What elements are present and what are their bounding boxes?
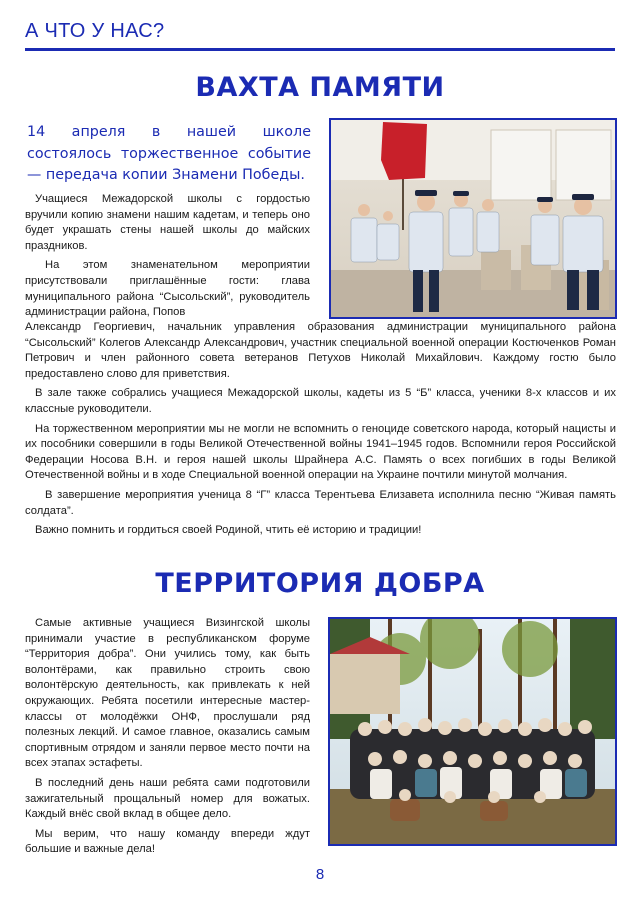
article-title-territory-of-good: ТЕРРИТОРИЯ ДОБРА <box>155 568 485 599</box>
cadets-parade-photo <box>329 118 617 319</box>
cadets-parade-image <box>331 120 615 317</box>
volunteers-group-image <box>330 619 615 844</box>
article1-paragraph-6: Важно помнить и гордиться своей Родиной, чтить её историю и традиции! <box>35 524 422 537</box>
article-title-memory-watch: ВАХТА ПАМЯТИ <box>195 72 445 103</box>
article-lead: 14 апреля в нашей школе состоялось торжественное событие — передача копии Знамени Победы. <box>27 124 311 183</box>
article1-left-column <box>25 192 310 321</box>
article1-paragraph-1: Учащиеся Межадорской школы с гордостью вручили копию знамени нашим кадетам, и теперь оно будет украшать стены нашей школы до майских праздников. <box>25 193 310 252</box>
article2-paragraph-2: В последний день наши ребята сами подготовили зажигательный прощальный номер для вожатых. Каждый внёс свой вклад в общее дело. <box>25 776 310 821</box>
article1-paragraph-2: На этом знаменательном мероприятии присутствовали приглашённые гости: глава муниципального района “Сысольский”, руководитель администрации района, Попов <box>25 259 310 319</box>
section-header: А ЧТО У НАС? <box>25 20 165 42</box>
header-divider <box>25 48 615 51</box>
article2-paragraph-1: Самые активные учащиеся Визингской школы принимали участие в республиканском форуме “Территория добра”. Они учились тому, как быть волонтёрами, как правильно строить свою волонтёрскую деятельность, как привлекать к ней окружающих. Ребята посетили интересные мастер-классы от молодёжки ОНФ, прослушали ряд полезных лекций. И самое главное, оказались самым спортивным отрядом и заняли первое место почти на всех этапах эстафеты. <box>25 617 310 770</box>
article1-paragraph-2-continued: Александр Георгиевич, начальник управления образования администрации муниципального района “Сысольский” Колегов Александр Александрович, участник специальной военной операции Костюченков Роман Петрович и член районного совета ветеранов Петухов Николай Михайлович. Каждому гостю было предоставлено слово для приветствия. <box>25 321 616 380</box>
article1-full-width-text <box>25 320 616 539</box>
article2-paragraph-3: Мы верим, что нашу команду впереди ждут большие и важные дела! <box>25 827 310 856</box>
page-number: 8 <box>315 866 325 883</box>
article1-paragraph-4: На торжественном мероприятии мы не могли не вспомнить о геноциде советского народа, который нацисты и их пособники совершили в годы Великой Отечественной войны 1941–1945 годов. Вспомнили героя Российской Федерации Носова В.Н. и героя нашей школы Шрайнера А.С. Память о всех погибших в годы Великой Отечественной войны и в ходе Специальной военной операции на Украине почтили минутой молчания. <box>25 422 616 482</box>
article1-paragraph-3: В зале также собрались учащиеся Межадорской школы, кадеты из 5 “Б” класса, ученики 8-х классов и их классные руководители. <box>25 387 616 415</box>
article2-left-column <box>25 616 310 858</box>
article1-paragraph-5: В завершение мероприятия ученица 8 “Г” класса Терентьева Елизавета исполнила песню “Живая память солдата”. <box>25 488 616 517</box>
volunteers-group-photo <box>328 617 617 846</box>
